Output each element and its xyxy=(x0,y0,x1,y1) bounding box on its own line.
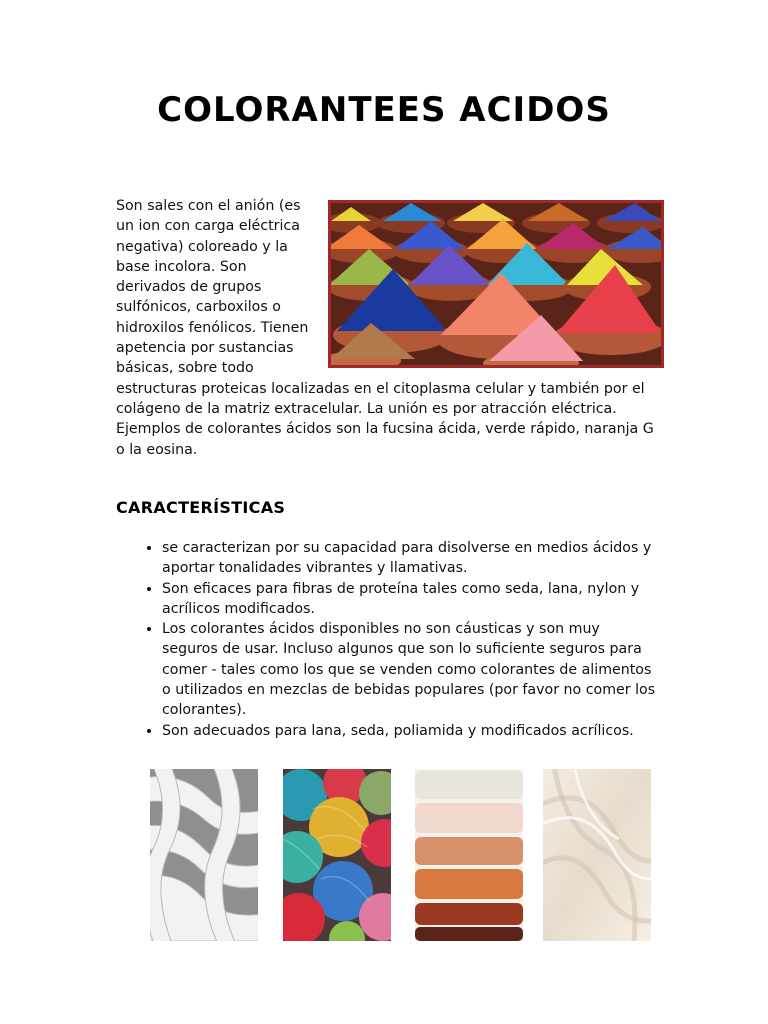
fiber-photo-gallery xyxy=(0,769,768,941)
folded-fabric-stack-photo xyxy=(415,769,523,941)
section-heading: CARACTERÍSTICAS xyxy=(116,498,286,517)
intro-section xyxy=(116,196,656,460)
white-silk-photo xyxy=(543,769,651,941)
list-item: • Los colorantes ácidos disponibles no son cáusticas y son muy seguros de usar. Incluso algunos que son lo suficiente seguros para comer - tales como los que se venden como colorantes de alimentos o utilizados en mezclas de bebidas populares (por favor no comer los colorantes). xyxy=(162,619,656,720)
page-title: COLORANTEES ACIDOS xyxy=(157,90,611,130)
list-item: • Son eficaces para fibras de proteína tales como seda, lana, nylon y acrílicos modificados. xyxy=(162,579,656,620)
yarn-balls-photo xyxy=(283,769,391,941)
list-item: • se caracterizan por su capacidad para disolverse en medios ácidos y aportar tonalidades vibrantes y llamativas. xyxy=(162,538,656,579)
characteristics-list xyxy=(116,538,656,741)
intro-paragraph: Son sales con el anión (es un ion con carga eléctrica negativa) coloreado y la base incolora. Son derivados de grupos sulfónicos, carboxilos o hidroxilos fenólicos. Tienen apetencia por sustancias básicas, sobre todo estructuras proteicas localizadas en el citoplasma celular y también por el colágeno de la matriz extracelular. La unión es por atracción eléctrica. Ejemplos de colorantes ácidos son la fucsina ácida, verde rápido, naranja G o la eosina. xyxy=(116,198,654,458)
list-item: • Son adecuados para lana, seda, poliamida y modificados acrílicos. xyxy=(162,721,656,741)
white-rope-photo xyxy=(150,769,258,941)
dye-powder-mounds-photo xyxy=(328,200,664,368)
